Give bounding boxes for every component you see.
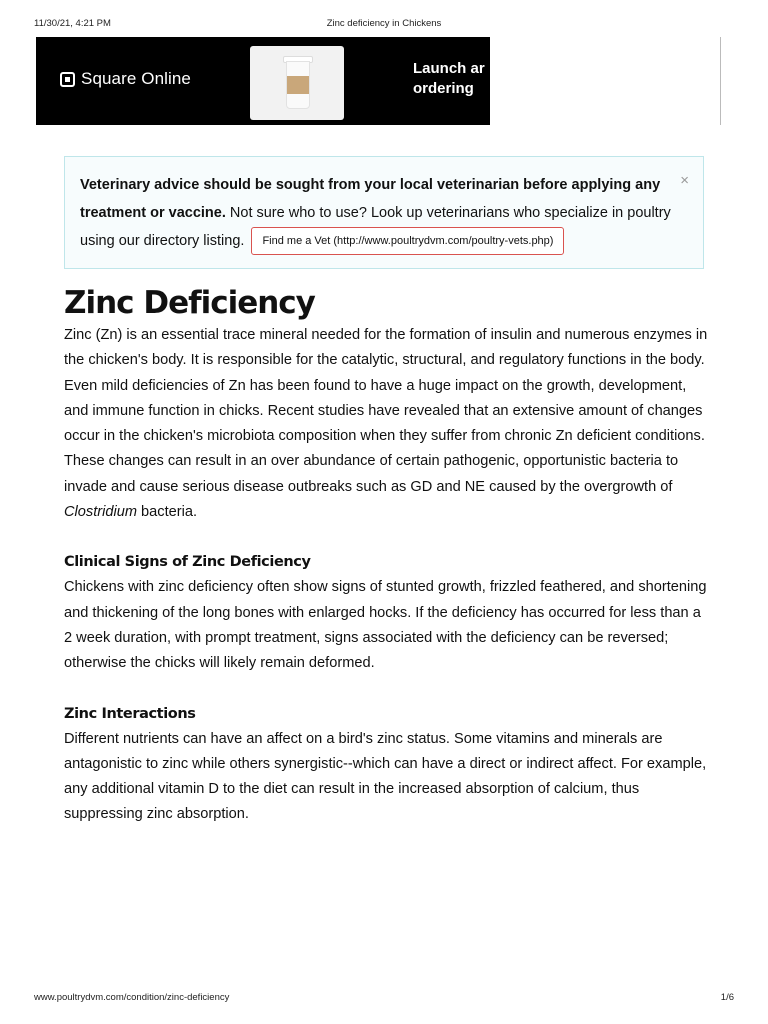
section-body-clinical-signs: Chickens with zinc deficiency often show signs of stunted growth, frizzled feathered, and shortening and thickening of the long bones with enlarged hocks. If the deficiency has occurred for less than a 2 week duration, with prompt treatment, signs associated with the deficiency can be reversed; otherwise the chicks will likely remain deformed. bbox=[64, 579, 707, 672]
print-page-number: 1/6 bbox=[720, 992, 734, 1003]
alert-text: Not sure who to use? Look up veterinarians who specialize in poultry using our directory listing. bbox=[80, 205, 671, 249]
square-logo-icon bbox=[60, 72, 75, 87]
alert-strong-text: Veterinary advice should be sought from your local veterinarian before applying any treatment or vaccine. bbox=[80, 177, 661, 221]
coffee-cup-icon bbox=[286, 61, 310, 109]
print-page-title: Zinc deficiency in Chickens bbox=[326, 18, 442, 29]
section-heading-clinical-signs: Clinical Signs of Zinc Deficiency bbox=[64, 554, 311, 571]
print-header bbox=[34, 18, 734, 32]
ad-headline: Launch ar ordering bbox=[413, 60, 485, 97]
ad-banner[interactable] bbox=[36, 37, 490, 125]
ad-brand: Square Online bbox=[81, 69, 191, 88]
intro-italic-term: Clostridium bbox=[64, 504, 137, 521]
intro-text-end: bacteria. bbox=[136, 504, 198, 521]
print-date: 11/30/21, 4:21 PM bbox=[34, 18, 111, 29]
ad-product-image bbox=[250, 46, 344, 120]
section-body-zinc-interactions: Different nutrients can have an affect on a bird's zinc status. Some vitamins and minerals are antagonistic to zinc while others synergistic--which can have a direct or indirect affect. For example, any additional vitamin D to the diet can result in the increased absorption of calcium, thus suppressing zinc absorption. bbox=[64, 730, 707, 823]
intro-text: Zinc (Zn) is an essential trace mineral needed for the formation of insulin and numerous enzymes in the chicken's body. It is responsible for the catalytic, structural, and regulatory functions in the body. Even mild deficiencies of Zn has been found to have a huge impact on the growth, development, and immune function in chicks. Recent studies have revealed that an extensive amount of changes occur in the chicken's microbiota composition when they suffer from chronic Zn deficient conditions. These changes can result in an over abundance of certain pathogenic, opportunistic bacteria to invade and cause serious disease outbreaks such as GD and NE caused by the overgrowth of bbox=[64, 327, 708, 495]
find-vet-button[interactable]: Find me a Vet (http://www.poultrydvm.com/poultry-vets.php) bbox=[251, 227, 564, 255]
page-title: Zinc Deficiency bbox=[64, 285, 315, 321]
divider bbox=[720, 37, 721, 125]
ad-logo bbox=[60, 69, 191, 89]
article bbox=[64, 283, 708, 828]
section-heading-zinc-interactions: Zinc Interactions bbox=[64, 705, 196, 722]
close-icon[interactable]: × bbox=[680, 172, 689, 189]
print-url: www.poultrydvm.com/condition/zinc-deficiency bbox=[34, 992, 230, 1003]
alert-message bbox=[80, 171, 675, 255]
coffee-cup-sleeve bbox=[287, 76, 309, 94]
intro-paragraph bbox=[64, 323, 708, 525]
print-footer bbox=[34, 992, 734, 1006]
vet-advice-alert bbox=[64, 156, 704, 269]
